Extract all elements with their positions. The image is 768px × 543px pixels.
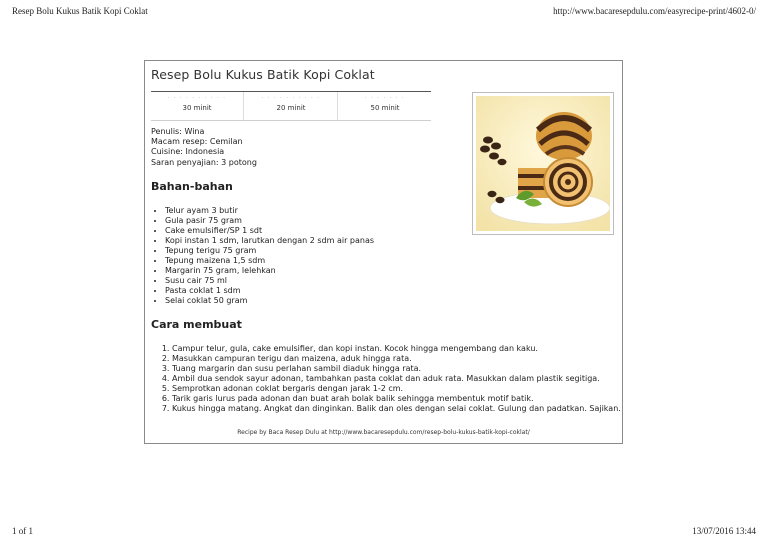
serving-size: Saran penyajian: 3 potong	[151, 157, 257, 167]
recipe-meta	[151, 127, 257, 168]
total-time	[337, 92, 432, 120]
print-header-title: Resep Bolu Kukus Batik Kopi Coklat	[12, 6, 148, 16]
instruction-step: 3. Tuang margarin dan susu perlahan sambil diaduk hingga rata.	[172, 364, 632, 374]
ingredient-item: • Susu cair 75 ml	[165, 276, 374, 286]
cuisine: Cuisine: Indonesia	[151, 147, 225, 157]
instruction-step: 5. Semprotkan adonan coklat bergaris dengan jarak 1-2 cm.	[172, 384, 632, 394]
ingredients-heading: Bahan-bahan	[151, 180, 233, 193]
recipe-type: Macam resep: Cemilan	[151, 137, 243, 147]
page-number: 1 of 1	[12, 526, 33, 536]
instructions-heading: Cara membuat	[151, 318, 242, 331]
prep-time-value: 30 minit	[182, 104, 212, 112]
prep-time-label: · · · · · · · · · ·	[167, 95, 227, 101]
total-time-value: 50 minit	[370, 104, 400, 112]
recipe-card	[144, 60, 623, 444]
cook-time-label: · · · · · · · · · ·	[261, 95, 321, 101]
instruction-step: 2. Masukkan campuran terigu dan maizena, aduk hingga rata.	[172, 354, 632, 364]
instruction-step: 1. Campur telur, gula, cake emulsifier, dan kopi instan. Kocok hingga mengembang dan kaku.	[172, 344, 632, 354]
ingredient-item: • Tepung maizena 1,5 sdm	[165, 256, 374, 266]
ingredient-item: • Telur ayam 3 butir	[165, 206, 374, 216]
instruction-step: 4. Ambil dua sendok sayur adonan, tambahkan pasta coklat dan aduk rata. Masukkan dalam plastik segitiga.	[172, 374, 632, 384]
ingredient-item: • Selai coklat 50 gram	[165, 296, 374, 306]
recipe-credit: Recipe by Baca Resep Dulu at http://www.bacaresepdulu.com/resep-bolu-kukus-batik-kopi-coklat/	[237, 429, 530, 436]
recipe-times	[151, 91, 431, 121]
ingredients-list	[153, 206, 374, 306]
recipe-photo	[472, 92, 614, 235]
ingredient-item: • Gula pasir 75 gram	[165, 216, 374, 226]
back-cake-roll	[536, 112, 592, 160]
cake-roll-image	[476, 96, 610, 231]
ingredient-item: • Kopi instan 1 sdm, larutkan dengan 2 sdm air panas	[165, 236, 374, 246]
ingredient-item: • Tepung terigu 75 gram	[165, 246, 374, 256]
prep-time	[151, 92, 243, 120]
author: Penulis: Wina	[151, 127, 205, 136]
instruction-step: 7. Kukus hingga matang. Angkat dan dinginkan. Balik dan oles dengan selai coklat. Gulung dan padatkan. Sajikan.	[172, 404, 632, 414]
recipe-title: Resep Bolu Kukus Batik Kopi Coklat	[151, 67, 375, 82]
cook-time-value: 20 minit	[276, 104, 306, 112]
print-datetime: 13/07/2016 13:44	[692, 526, 756, 536]
print-header-url: http://www.bacaresepdulu.com/easyrecipe-print/4602-0/	[553, 6, 756, 16]
instruction-step: 6. Tarik garis lurus pada adonan dan buat arah bolak balik sehingga membentuk motif batik.	[172, 394, 632, 404]
ingredient-item: • Pasta coklat 1 sdm	[165, 286, 374, 296]
instructions-list	[153, 344, 632, 414]
cook-time	[243, 92, 338, 120]
ingredient-item: • Margarin 75 gram, lelehkan	[165, 266, 374, 276]
total-time-label: · · · · · · ·	[364, 95, 406, 101]
ingredient-item: • Cake emulsifier/SP 1 sdt	[165, 226, 374, 236]
